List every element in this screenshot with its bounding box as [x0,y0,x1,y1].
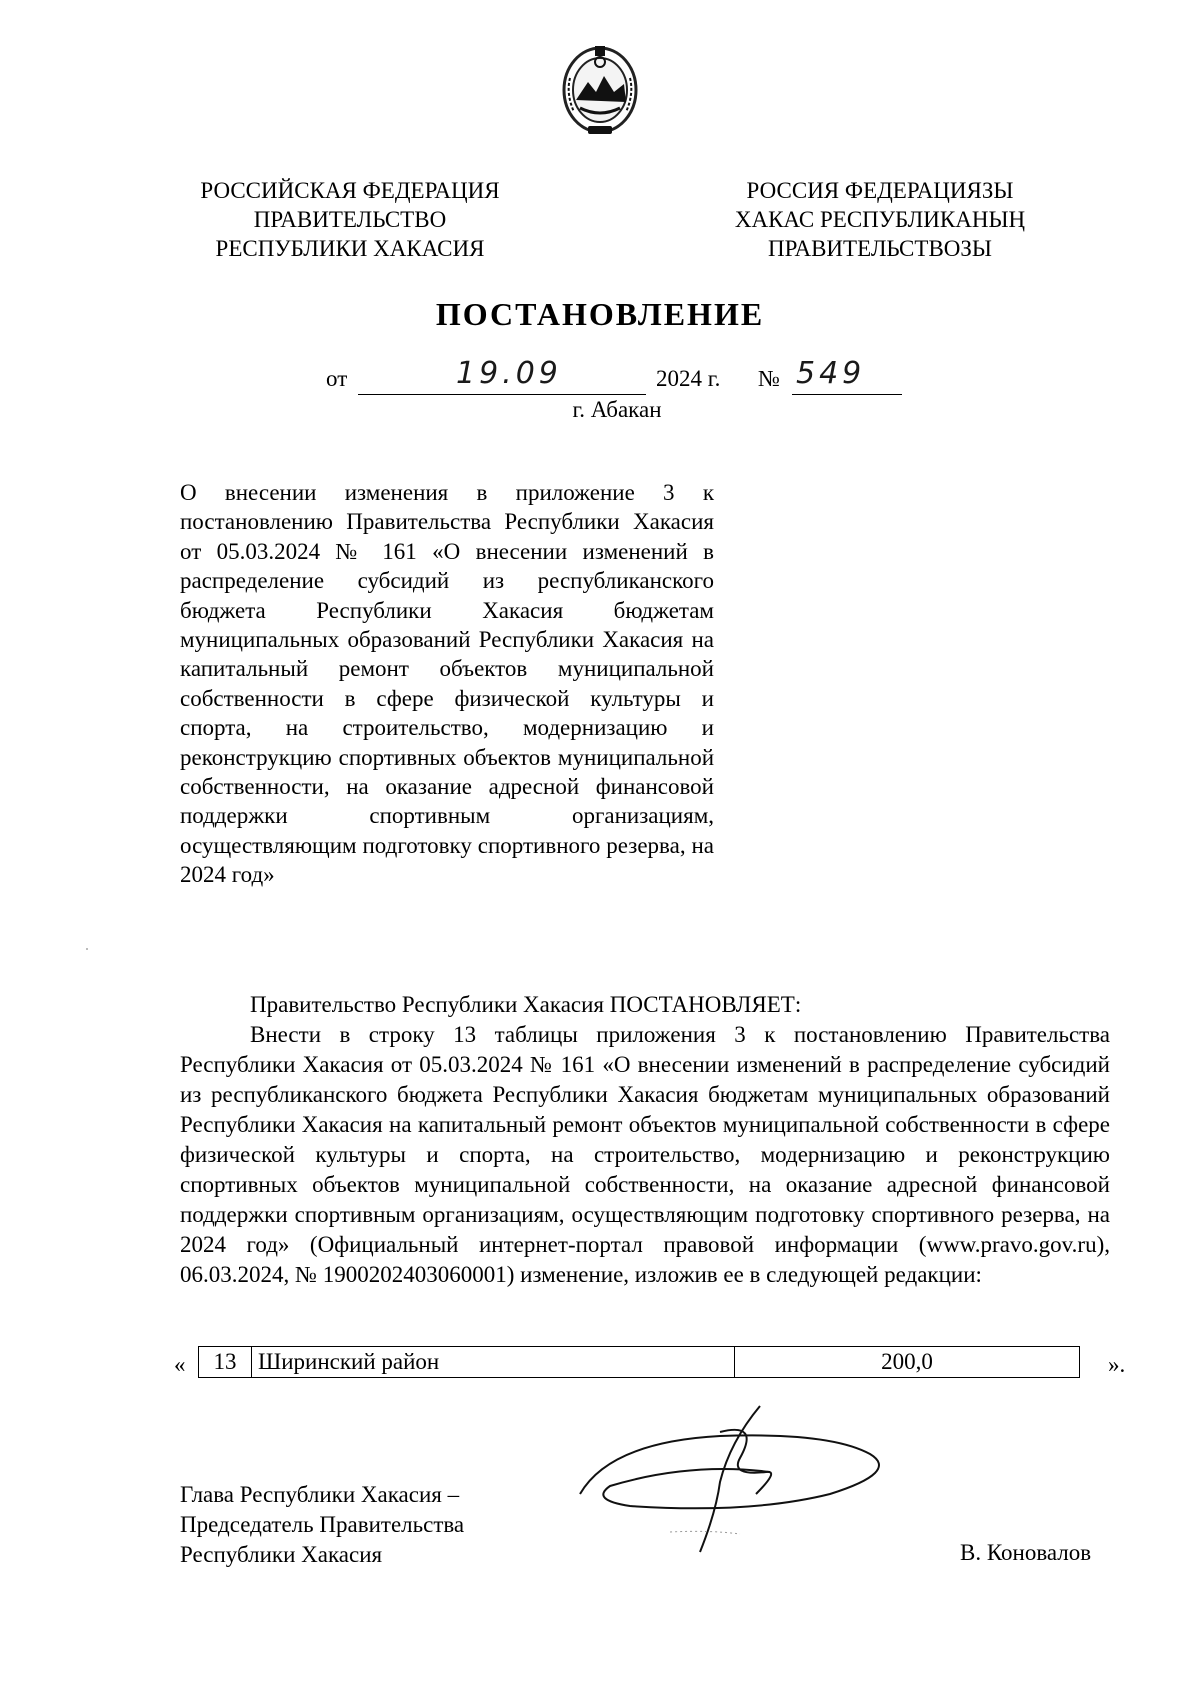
amendment-table [198,1346,1080,1378]
margin-mark [86,948,88,950]
row-number-cell: 13 [199,1347,252,1378]
year-label: 2024 г. [656,366,721,391]
signatory-position-line: Глава Республики Хакасия – [180,1482,460,1507]
table-row [199,1347,1080,1378]
number-label: № [758,366,780,391]
number-underline [792,394,902,395]
header-left-line: РЕСПУБЛИКИ ХАКАСИЯ [215,236,485,261]
body-intro: Правительство Республики Хакасия ПОСТАНОВЛЯЕТ: [250,992,802,1017]
signatory-position-line: Председатель Правительства [180,1512,465,1537]
date-from-label: от [326,366,348,391]
signatory-name: В. Коновалов [960,1540,1092,1565]
coat-of-arms-icon [560,38,640,138]
document-type-title: ПОСТАНОВЛЕНИЕ [435,296,765,332]
header-right-line: ХАКАС РЕСПУБЛИКАНЫҢ [734,207,1026,232]
open-quote: « [174,1352,186,1377]
header-left [150,176,550,263]
header-left-line: ПРАВИТЕЛЬСТВО [253,207,447,232]
body-main: Внести в строку 13 таблицы приложения 3 к постановлению Правительства Республики Хакасия от 05.03.2024 № 161 «О внесении изменений в распределение субсидий из республиканского бюджета Республики Хакасия бюджетам муниципальных образований Республики Хакасия на капитальный ремонт объектов муниципальной собственности в сфере физической культуры и спорта, на строительство, модернизацию и реконструкцию спортивных объектов муниципальной собственности, на оказание адресной финансовой поддержки спортивным организациям, осуществляющим подготовку спортивного резерва, на 2024 год» (Официальный интернет-портал правовой информации (www.pravo.gov.ru), 06.03.2024, № 1900202403060001) изменение, изложив ее в следующей редакции: [180,1022,1110,1287]
row-amount-cell: 200,0 [735,1347,1080,1378]
signatory-position [180,1480,464,1570]
header-left-line: РОССИЙСКАЯ ФЕДЕРАЦИЯ [200,178,500,203]
body-text [180,990,1110,1290]
date-underline [358,394,646,395]
handwritten-signature [570,1402,950,1562]
header-right-line: ПРАВИТЕЛЬСТВОЗЫ [768,236,992,261]
row-name-cell: Ширинский район [252,1347,735,1378]
close-quote: ». [1108,1352,1126,1377]
signatory-position-line: Республики Хакасия [180,1542,383,1567]
header-right [680,176,1080,263]
date-handwritten: 19.09 [456,356,562,391]
subject-block: О внесении изменения в приложение 3 к постановлению Правительства Республики Хакасия от 05.03.2024 № 161 «О внесении изменений в распределение субсидий из республиканского бюджета Республики Хакасия бюджетам муниципальных образований Республики Хакасия на капитальный ремонт объектов муниципальной собственности в сфере физической культуры и спорта, на строительство, модернизацию и реконструкцию спортивных объектов муниципальной собственности, на оказание адресной финансовой поддержки спортивным организациям, осуществляющим подготовку спортивного резерва, на 2024 год» [180,480,714,888]
number-handwritten: 549 [796,356,866,391]
header-right-line: РОССИЯ ФЕДЕРАЦИЯЗЫ [746,178,1014,203]
city-label: г. Абакан [572,397,662,422]
